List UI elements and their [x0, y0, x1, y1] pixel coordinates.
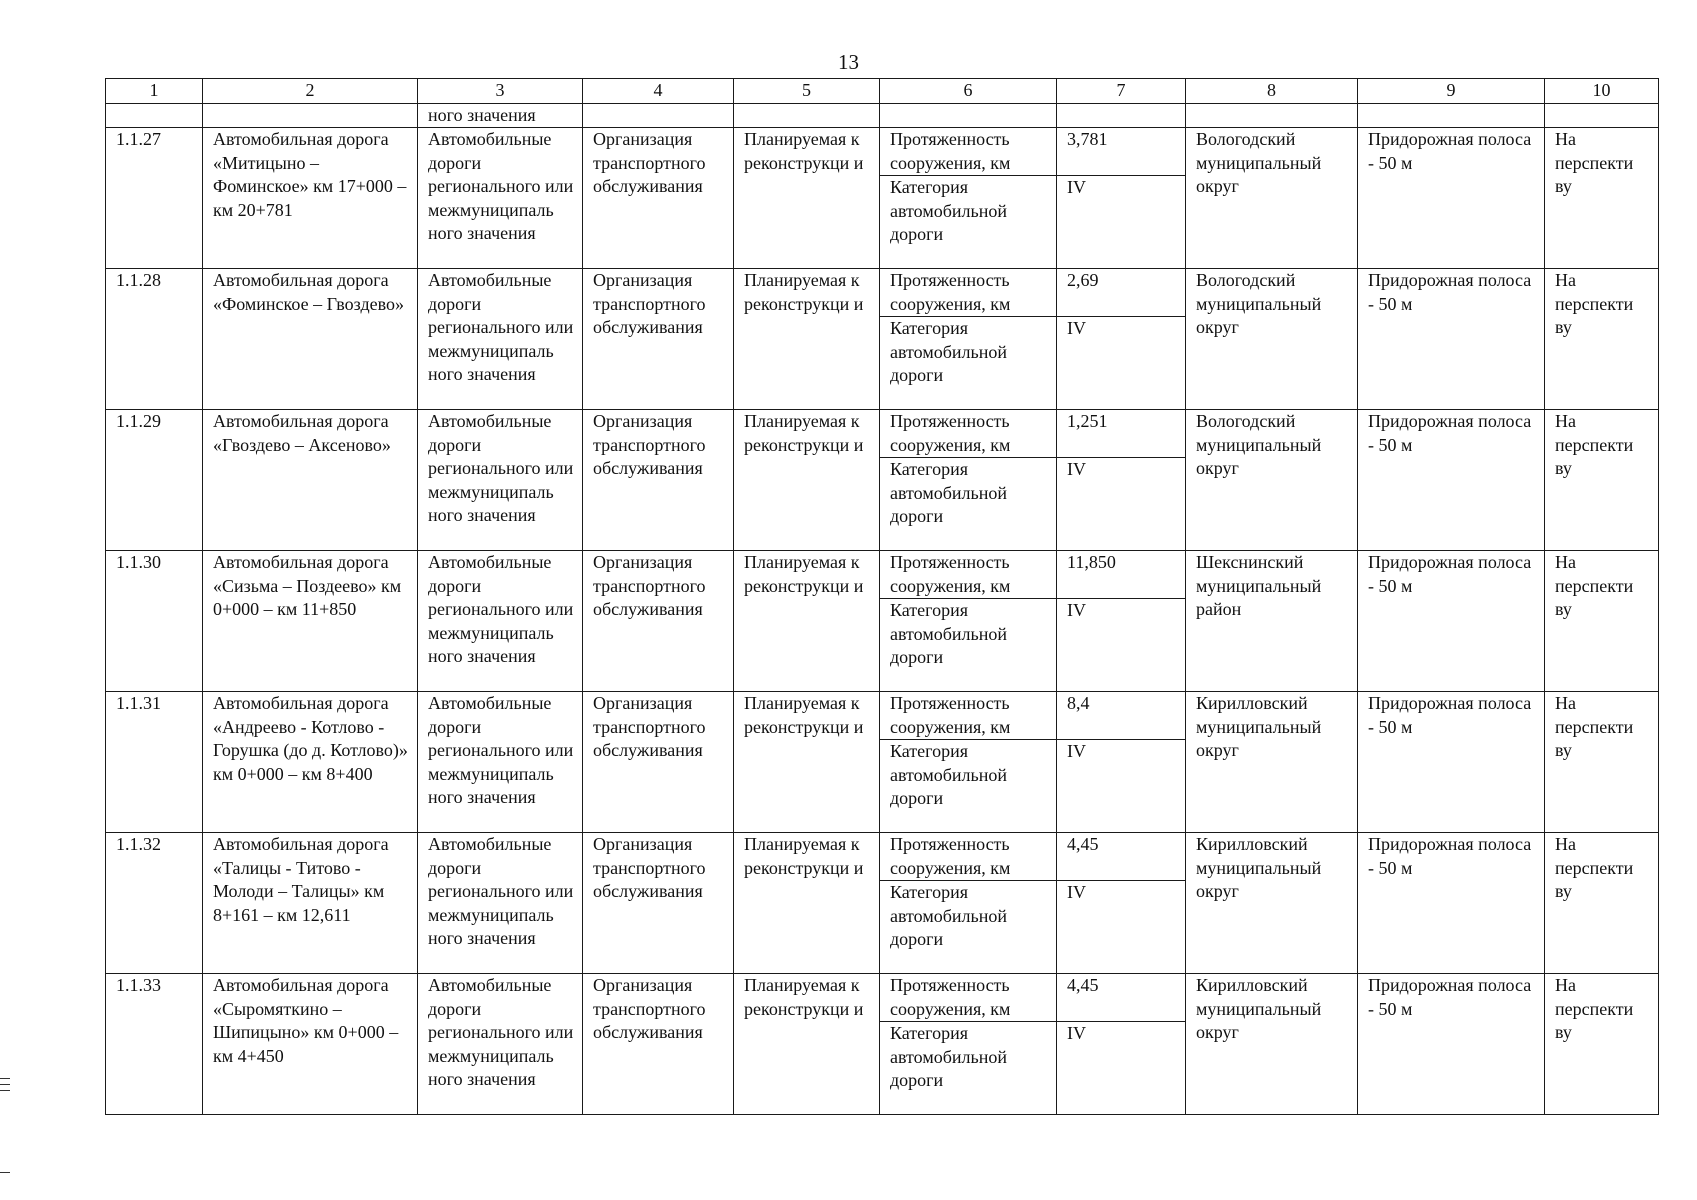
row-id: 1.1.28: [106, 269, 203, 410]
characteristic-name: Протяженность сооружения, км: [880, 128, 1057, 176]
column-number: 6: [880, 79, 1057, 104]
characteristic-name: Категория автомобильной дороги: [880, 458, 1057, 551]
object-type: Автомобильные дороги регионального или межмуниципаль ного значения: [418, 833, 583, 974]
object-purpose: Организация транспортного обслуживания: [583, 269, 734, 410]
object-name: Автомобильная дорога «Сыромяткино – Шипицыно» км 0+000 – км 4+450: [203, 974, 418, 1115]
characteristic-value: IV: [1057, 176, 1186, 269]
characteristic-value: 8,4: [1057, 692, 1186, 740]
characteristic-name: Категория автомобильной дороги: [880, 317, 1057, 410]
characteristic-value: 3,781: [1057, 128, 1186, 176]
implementation-term: На перспекти ву: [1545, 128, 1659, 269]
characteristic-name: Протяженность сооружения, км: [880, 551, 1057, 599]
table-row: [106, 269, 1659, 317]
characteristic-name: Категория автомобильной дороги: [880, 740, 1057, 833]
characteristic-value: IV: [1057, 740, 1186, 833]
implementation-term: На перспекти ву: [1545, 551, 1659, 692]
zone-description: Придорожная полоса - 50 м: [1358, 551, 1545, 692]
column-number: 9: [1358, 79, 1545, 104]
characteristic-name: Протяженность сооружения, км: [880, 692, 1057, 740]
table-cell: [203, 103, 418, 128]
object-location: Кирилловский муниципальный округ: [1186, 974, 1358, 1115]
object-status: Планируемая к реконструкци и: [734, 410, 880, 551]
object-name: Автомобильная дорога «Сизьма – Поздеево» км 0+000 – км 11+850: [203, 551, 418, 692]
object-location: Кирилловский муниципальный округ: [1186, 833, 1358, 974]
table-row: [106, 833, 1659, 881]
characteristic-value: 1,251: [1057, 410, 1186, 458]
page-number: 13: [838, 50, 859, 74]
margin-mark: [0, 1172, 10, 1173]
zone-description: Придорожная полоса - 50 м: [1358, 410, 1545, 551]
margin-mark: [0, 1078, 10, 1079]
characteristic-name: Категория автомобильной дороги: [880, 881, 1057, 974]
zone-description: Придорожная полоса - 50 м: [1358, 692, 1545, 833]
table-cell: [1057, 103, 1186, 128]
object-purpose: Организация транспортного обслуживания: [583, 692, 734, 833]
implementation-term: На перспекти ву: [1545, 269, 1659, 410]
object-type: Автомобильные дороги регионального или межмуниципаль ного значения: [418, 692, 583, 833]
characteristic-value: IV: [1057, 317, 1186, 410]
table-cell: [583, 103, 734, 128]
implementation-term: На перспекти ву: [1545, 692, 1659, 833]
characteristic-name: Категория автомобильной дороги: [880, 599, 1057, 692]
zone-description: Придорожная полоса - 50 м: [1358, 269, 1545, 410]
row-id: 1.1.31: [106, 692, 203, 833]
table-row: [106, 128, 1659, 176]
zone-description: Придорожная полоса - 50 м: [1358, 128, 1545, 269]
table-cell: [106, 103, 203, 128]
table-cell: [734, 103, 880, 128]
characteristic-value: IV: [1057, 881, 1186, 974]
object-type: Автомобильные дороги регионального или межмуниципаль ного значения: [418, 974, 583, 1115]
object-name: Автомобильная дорога «Гвоздево – Аксеново»: [203, 410, 418, 551]
object-type: Автомобильные дороги регионального или межмуниципаль ного значения: [418, 128, 583, 269]
table-row: [106, 410, 1659, 458]
object-name: Автомобильная дорога «Фоминское – Гвоздево»: [203, 269, 418, 410]
margin-mark: [0, 1084, 10, 1085]
object-location: Кирилловский муниципальный округ: [1186, 692, 1358, 833]
object-type: Автомобильные дороги регионального или межмуниципаль ного значения: [418, 551, 583, 692]
object-location: Вологодский муниципальный округ: [1186, 410, 1358, 551]
row-id: 1.1.33: [106, 974, 203, 1115]
objects-table: [105, 78, 1659, 1115]
implementation-term: На перспекти ву: [1545, 410, 1659, 551]
column-number: 5: [734, 79, 880, 104]
characteristic-value: IV: [1057, 599, 1186, 692]
table-row: [106, 692, 1659, 740]
characteristic-name: Протяженность сооружения, км: [880, 269, 1057, 317]
characteristic-name: Категория автомобильной дороги: [880, 1022, 1057, 1115]
continuation-text: ного значения: [418, 103, 583, 128]
characteristic-name: Категория автомобильной дороги: [880, 176, 1057, 269]
column-number: 3: [418, 79, 583, 104]
characteristic-name: Протяженность сооружения, км: [880, 974, 1057, 1022]
object-status: Планируемая к реконструкци и: [734, 974, 880, 1115]
characteristic-value: 4,45: [1057, 974, 1186, 1022]
object-name: Автомобильная дорога «Андреево - Котлово - Горушка (до д. Котлово)» км 0+000 – км 8+400: [203, 692, 418, 833]
table-row: [106, 974, 1659, 1022]
column-number: 4: [583, 79, 734, 104]
zone-description: Придорожная полоса - 50 м: [1358, 833, 1545, 974]
column-number: 8: [1186, 79, 1358, 104]
table-cell: [1186, 103, 1358, 128]
row-id: 1.1.27: [106, 128, 203, 269]
object-name: Автомобильная дорога «Талицы - Титово - Молоди – Талицы» км 8+161 – км 12,611: [203, 833, 418, 974]
table-cell: [880, 103, 1057, 128]
column-number-row: [106, 79, 1659, 104]
characteristic-value: 4,45: [1057, 833, 1186, 881]
object-purpose: Организация транспортного обслуживания: [583, 551, 734, 692]
column-number: 7: [1057, 79, 1186, 104]
object-status: Планируемая к реконструкци и: [734, 692, 880, 833]
object-status: Планируемая к реконструкци и: [734, 128, 880, 269]
zone-description: Придорожная полоса - 50 м: [1358, 974, 1545, 1115]
object-status: Планируемая к реконструкци и: [734, 269, 880, 410]
column-number: 10: [1545, 79, 1659, 104]
object-name: Автомобильная дорога «Митицыно – Фоминское» км 17+000 – км 20+781: [203, 128, 418, 269]
object-type: Автомобильные дороги регионального или межмуниципаль ного значения: [418, 269, 583, 410]
implementation-term: На перспекти ву: [1545, 833, 1659, 974]
table-row: [106, 551, 1659, 599]
object-location: Шекснинский муниципальный район: [1186, 551, 1358, 692]
characteristic-value: 11,850: [1057, 551, 1186, 599]
implementation-term: На перспекти ву: [1545, 974, 1659, 1115]
object-location: Вологодский муниципальный округ: [1186, 128, 1358, 269]
row-id: 1.1.29: [106, 410, 203, 551]
object-status: Планируемая к реконструкци и: [734, 551, 880, 692]
characteristic-value: IV: [1057, 458, 1186, 551]
margin-mark: [0, 1090, 10, 1091]
column-number: 2: [203, 79, 418, 104]
characteristic-value: 2,69: [1057, 269, 1186, 317]
object-purpose: Организация транспортного обслуживания: [583, 410, 734, 551]
object-purpose: Организация транспортного обслуживания: [583, 833, 734, 974]
table-cell: [1545, 103, 1659, 128]
row-id: 1.1.30: [106, 551, 203, 692]
object-type: Автомобильные дороги регионального или межмуниципаль ного значения: [418, 410, 583, 551]
characteristic-value: IV: [1057, 1022, 1186, 1115]
characteristic-name: Протяженность сооружения, км: [880, 410, 1057, 458]
column-number: 1: [106, 79, 203, 104]
object-location: Вологодский муниципальный округ: [1186, 269, 1358, 410]
object-purpose: Организация транспортного обслуживания: [583, 974, 734, 1115]
table-cell: [1358, 103, 1545, 128]
row-id: 1.1.32: [106, 833, 203, 974]
object-status: Планируемая к реконструкци и: [734, 833, 880, 974]
continuation-row: [106, 103, 1659, 128]
characteristic-name: Протяженность сооружения, км: [880, 833, 1057, 881]
object-purpose: Организация транспортного обслуживания: [583, 128, 734, 269]
